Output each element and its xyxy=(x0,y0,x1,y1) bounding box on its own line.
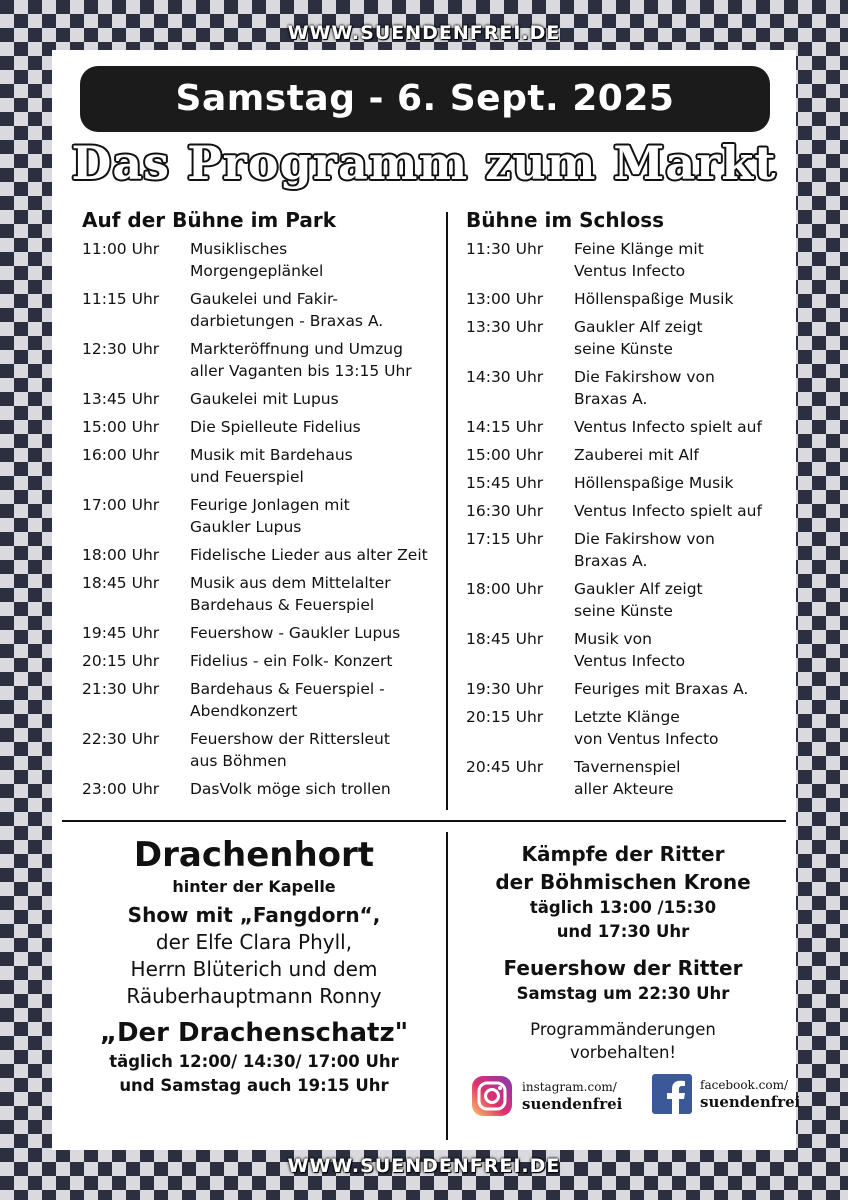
entry-time: 23:00 Uhr xyxy=(82,780,160,798)
schedule-entry xyxy=(82,288,442,332)
entry-time: 18:45 Uhr xyxy=(466,630,544,648)
entry-act: Ventus Infecto spielt auf xyxy=(574,418,762,436)
entry-time: 17:15 Uhr xyxy=(466,530,544,548)
entry-time: 19:30 Uhr xyxy=(466,680,544,698)
schedule-entry xyxy=(82,444,442,488)
schedule-entry xyxy=(82,388,442,410)
facebook-link[interactable] xyxy=(652,1074,800,1114)
castle-stage-schedule xyxy=(466,208,792,806)
entry-time: 13:30 Uhr xyxy=(466,318,544,336)
entry-time: 18:45 Uhr xyxy=(82,574,160,592)
program-notice: Programmänderungen vorbehalten! xyxy=(530,1020,716,1062)
entry-act: Zauberei mit Alf xyxy=(574,446,699,464)
schedule-entry xyxy=(466,678,792,700)
entry-time: 16:00 Uhr xyxy=(82,446,160,464)
schedule-entry xyxy=(466,500,792,522)
entry-act: Fidelius - ein Folk- Konzert xyxy=(190,652,393,670)
park-stage-schedule xyxy=(82,208,442,806)
instagram-domain: instagram.com/ xyxy=(522,1080,617,1094)
facebook-icon xyxy=(652,1074,692,1114)
entry-act: DasVolk möge sich trollen xyxy=(190,780,391,798)
column-divider xyxy=(446,212,448,810)
entry-time: 15:00 Uhr xyxy=(82,418,160,436)
entry-act: Musik aus dem Mittelalter Bardehaus & Feuerspiel xyxy=(190,574,391,614)
schedule-entry xyxy=(82,416,442,438)
entry-time: 13:45 Uhr xyxy=(82,390,160,408)
entry-act: Die Fakirshow von Braxas A. xyxy=(574,530,715,570)
entry-act: Gaukelei mit Lupus xyxy=(190,390,339,408)
entry-act: Feine Klänge mit Ventus Infecto xyxy=(574,240,704,280)
drachenhort-location: hinter der Kapelle xyxy=(172,877,336,896)
entry-act: Feurige Jonlagen mit Gaukler Lupus xyxy=(190,496,350,536)
entry-time: 14:15 Uhr xyxy=(466,418,544,436)
entry-time: 11:00 Uhr xyxy=(82,240,160,258)
entry-act: Bardehaus & Feuerspiel - Abendkonzert xyxy=(190,680,385,720)
schedule-entry xyxy=(466,578,792,622)
schedule-entry xyxy=(466,316,792,360)
entry-act: Gaukler Alf zeigt seine Künste xyxy=(574,580,703,620)
ritter-title: Kämpfe der Ritter der Böhmischen Krone xyxy=(495,842,751,894)
fireshow-time: Samstag um 22:30 Uhr xyxy=(516,984,730,1003)
bottom-column-divider xyxy=(446,832,448,1140)
entry-act: Gaukler Alf zeigt seine Künste xyxy=(574,318,703,358)
instagram-handle: suendenfrei xyxy=(522,1095,623,1113)
park-stage-list xyxy=(82,238,442,800)
drachenhort-title: Drachenhort xyxy=(133,835,375,875)
entry-act: Gaukelei und Fakir- darbietungen - Braxas A. xyxy=(190,290,384,330)
entry-act: Feuershow der Rittersleut aus Böhmen xyxy=(190,730,390,770)
castle-stage-heading: Bühne im Schloss xyxy=(466,208,665,232)
drachenhort-times: täglich 12:00/ 14:30/ 17:00 Uhr und Samstag auch 19:15 Uhr xyxy=(109,1052,399,1095)
entry-time: 20:45 Uhr xyxy=(466,758,544,776)
ritter-section xyxy=(450,840,796,1064)
park-stage-heading: Auf der Bühne im Park xyxy=(82,208,337,232)
entry-act: Die Fakirshow von Braxas A. xyxy=(574,368,715,408)
schedule-entry xyxy=(82,622,442,644)
entry-time: 14:30 Uhr xyxy=(466,368,544,386)
entry-time: 17:00 Uhr xyxy=(82,496,160,514)
schedule-entry xyxy=(82,572,442,616)
drachenhort-treasure: „Der Drachenschatz" xyxy=(99,1018,409,1048)
entry-act: Fidelische Lieder aus alter Zeit xyxy=(190,546,428,564)
website-url-bottom[interactable]: WWW.SUENDENFREI.DE xyxy=(287,1155,561,1177)
schedule-entry xyxy=(82,494,442,538)
date-banner: Samstag - 6. Sept. 2025 xyxy=(80,66,770,132)
entry-time: 20:15 Uhr xyxy=(82,652,160,670)
website-url-top[interactable]: WWW.SUENDENFREI.DE xyxy=(287,22,561,44)
ritter-times: täglich 13:00 /15:30 und 17:30 Uhr xyxy=(529,898,717,941)
schedule-entry xyxy=(82,778,442,800)
facebook-domain: facebook.com/ xyxy=(700,1078,789,1092)
drachenhort-section xyxy=(62,834,446,1098)
instagram-link[interactable] xyxy=(470,1074,622,1118)
fireshow-title: Feuershow der Ritter xyxy=(503,956,743,980)
instagram-icon xyxy=(470,1074,514,1118)
schedule-entry xyxy=(466,706,792,750)
entry-time: 20:15 Uhr xyxy=(466,708,544,726)
entry-time: 12:30 Uhr xyxy=(82,340,160,358)
entry-act: Musik mit Bardehaus und Feuerspiel xyxy=(190,446,353,486)
schedule-entry xyxy=(82,678,442,722)
schedule-entry xyxy=(466,756,792,800)
drachenhort-show xyxy=(62,902,446,1010)
entry-act: Feuershow - Gaukler Lupus xyxy=(190,624,401,642)
entry-time: 11:30 Uhr xyxy=(466,240,544,258)
schedule-entry xyxy=(82,728,442,772)
schedule-entry xyxy=(466,628,792,672)
page-title: Das Programm zum Markt xyxy=(71,136,777,190)
entry-time: 15:00 Uhr xyxy=(466,446,544,464)
entry-act: Letzte Klänge von Ventus Infecto xyxy=(574,708,719,748)
entry-act: Markteröffnung und Umzug aller Vaganten bis 13:15 Uhr xyxy=(190,340,412,380)
schedule-entry xyxy=(466,238,792,282)
entry-time: 18:00 Uhr xyxy=(82,546,160,564)
entry-act: Die Spielleute Fidelius xyxy=(190,418,361,436)
facebook-handle: suendenfrei xyxy=(700,1093,801,1111)
schedule-entry xyxy=(466,528,792,572)
entry-act: Feuriges mit Braxas A. xyxy=(574,680,749,698)
schedule-entry xyxy=(466,416,792,438)
drachenhort-show-title: Show mit „Fangdorn“, xyxy=(127,903,381,927)
schedule-entry xyxy=(466,472,792,494)
castle-stage-list xyxy=(466,238,792,800)
entry-act: Musik von Ventus Infecto xyxy=(574,630,686,670)
schedule-entry xyxy=(466,366,792,410)
section-divider xyxy=(62,820,786,822)
schedule-entry xyxy=(82,238,442,282)
entry-time: 15:45 Uhr xyxy=(466,474,544,492)
schedule-entry xyxy=(82,544,442,566)
schedule-entry xyxy=(466,444,792,466)
entry-time: 11:15 Uhr xyxy=(82,290,160,308)
entry-time: 13:00 Uhr xyxy=(466,290,544,308)
entry-time: 19:45 Uhr xyxy=(82,624,160,642)
entry-time: 21:30 Uhr xyxy=(82,680,160,698)
schedule-entry xyxy=(82,650,442,672)
entry-time: 16:30 Uhr xyxy=(466,502,544,520)
entry-act: Tavernenspiel aller Akteure xyxy=(574,758,681,798)
schedule-entry xyxy=(82,338,442,382)
entry-time: 18:00 Uhr xyxy=(466,580,544,598)
entry-act: Höllenspaßige Musik xyxy=(574,474,734,492)
entry-act: Musiklisches Morgengeplänkel xyxy=(190,240,324,280)
entry-time: 22:30 Uhr xyxy=(82,730,160,748)
drachenhort-cast: der Elfe Clara Phyll, Herrn Blüterich und dem Räuberhauptmann Ronny xyxy=(126,930,382,1008)
schedule-entry xyxy=(466,288,792,310)
entry-act: Ventus Infecto spielt auf xyxy=(574,502,762,520)
entry-act: Höllenspaßige Musik xyxy=(574,290,734,308)
program-sheet xyxy=(52,50,801,1150)
